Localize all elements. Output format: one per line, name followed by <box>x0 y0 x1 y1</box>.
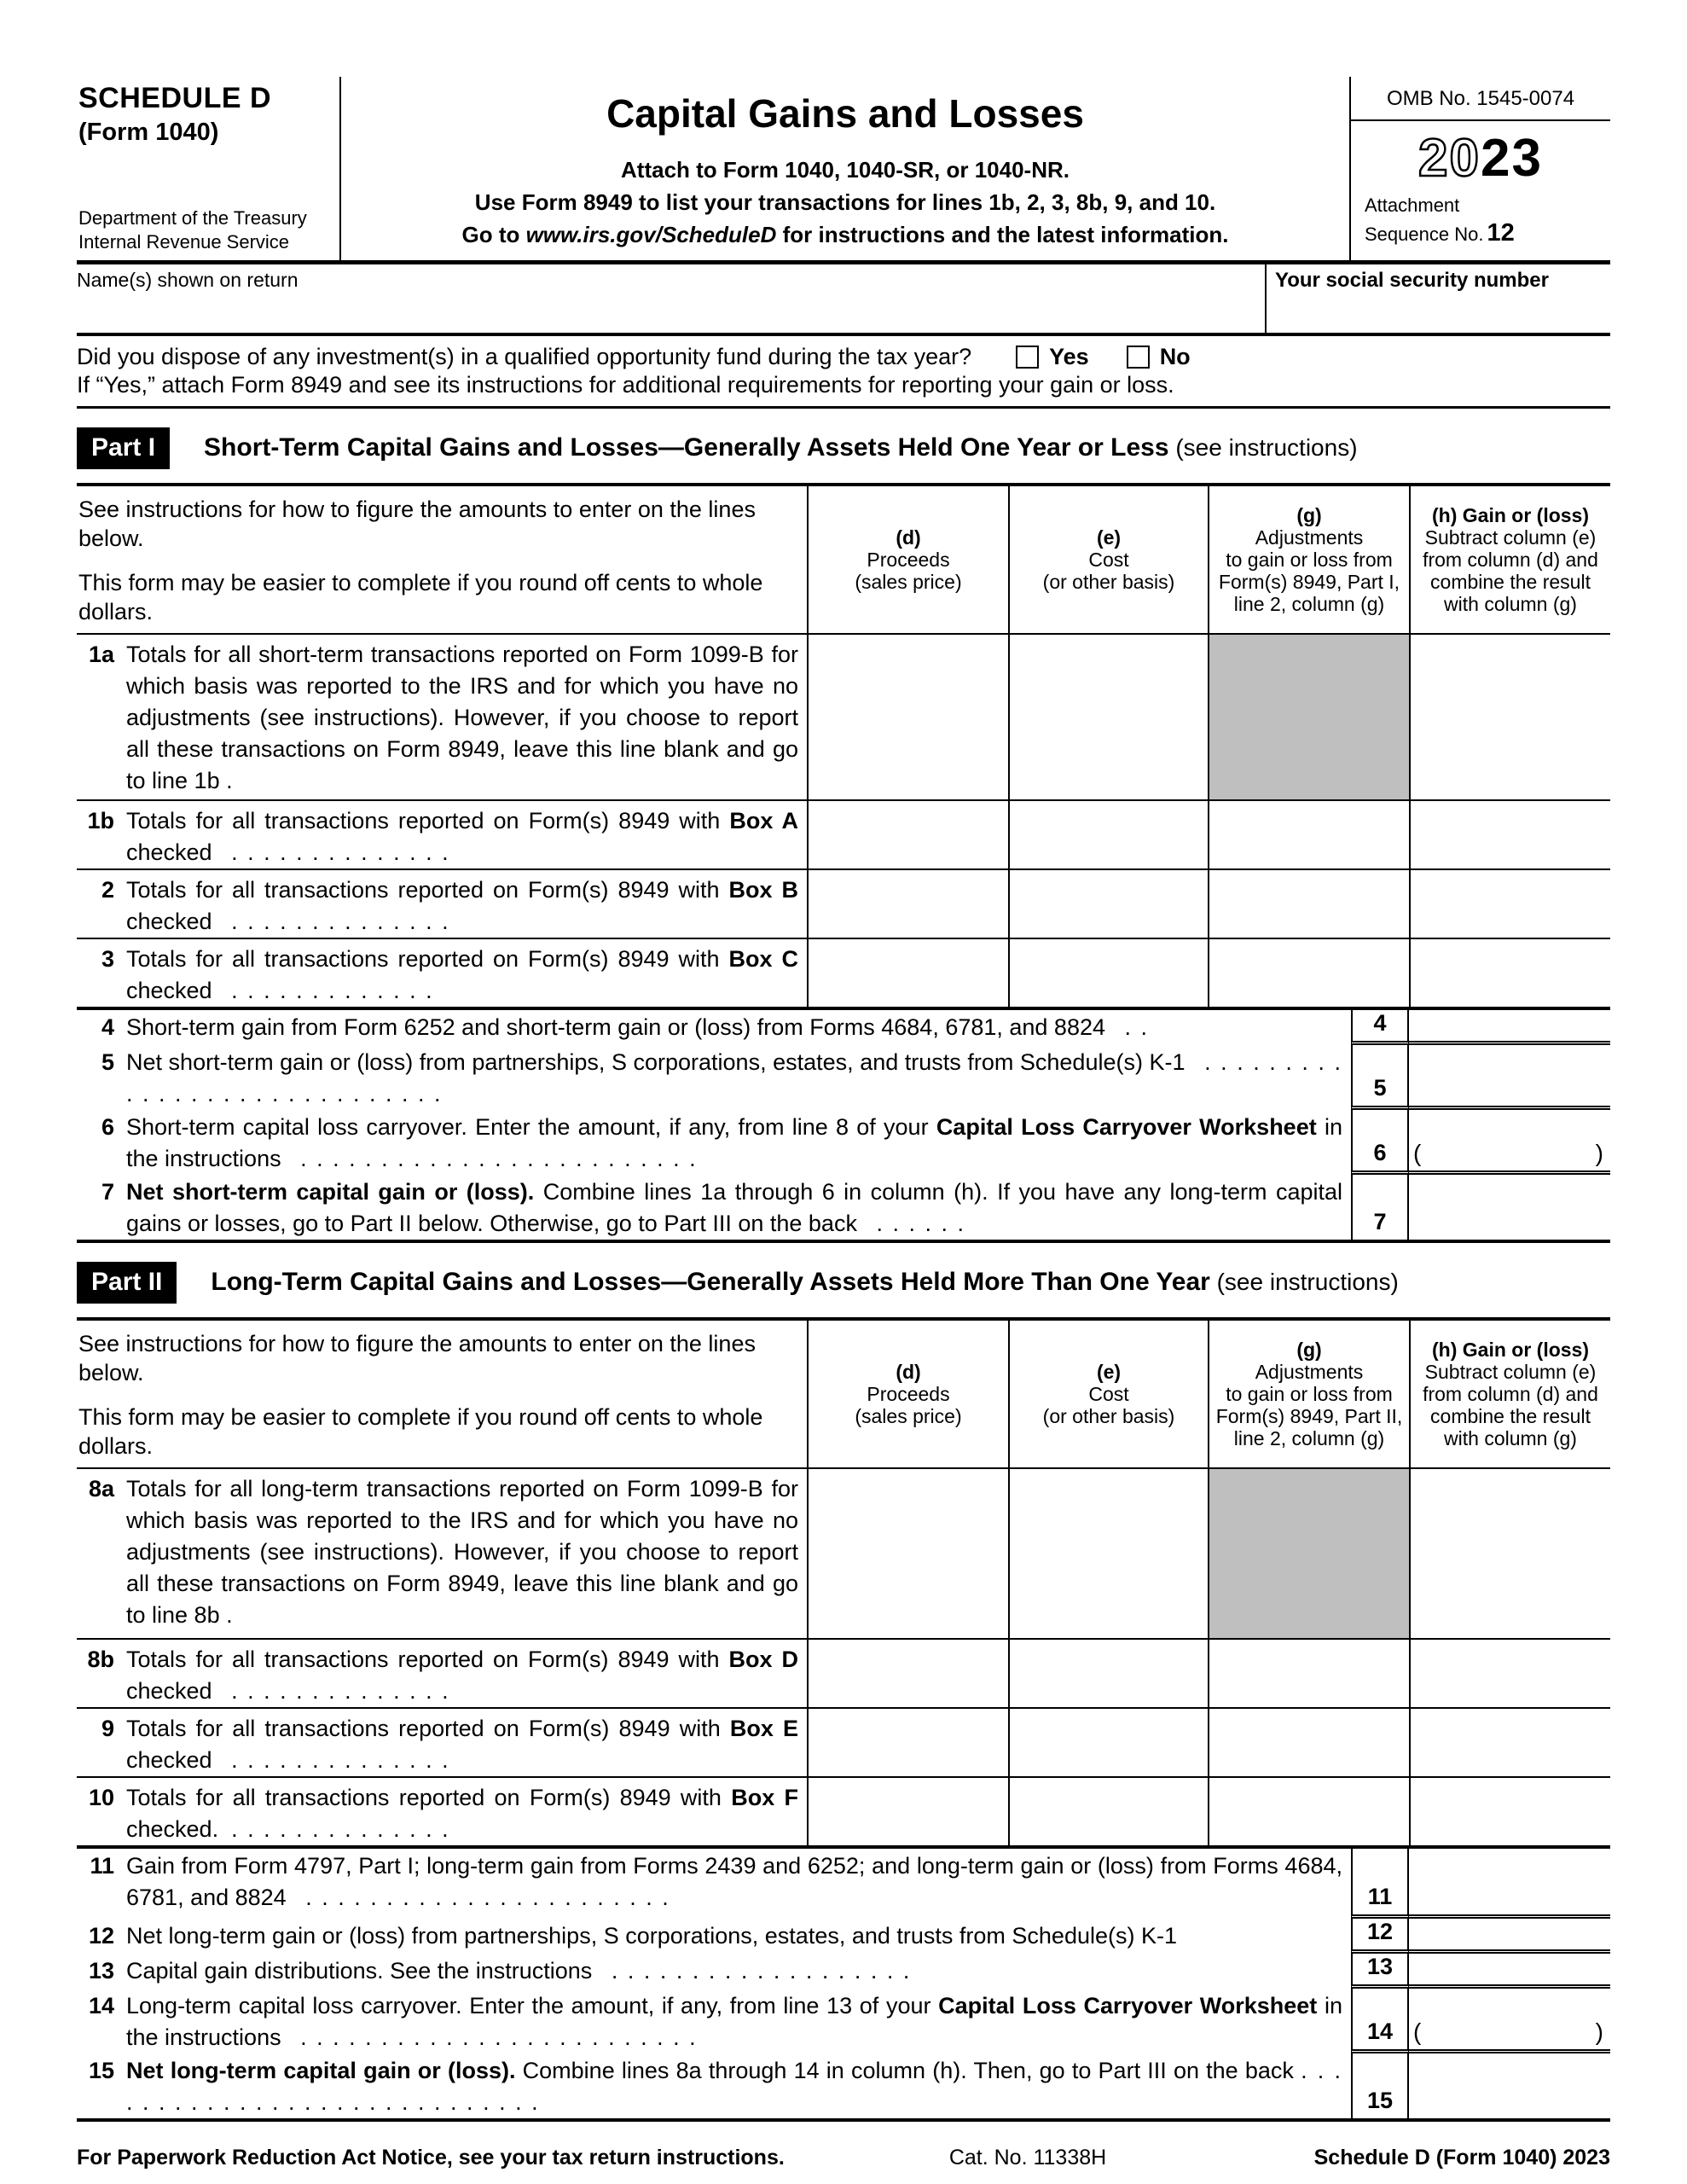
cell-8b-gain[interactable] <box>1409 1640 1610 1707</box>
cell-1a-gain[interactable] <box>1409 635 1610 799</box>
form-footer <box>77 2146 1610 2170</box>
cell-8b-cost[interactable] <box>1008 1640 1208 1707</box>
line-6-number-box: 6 <box>1351 1110 1409 1175</box>
row-5 <box>77 1045 1610 1110</box>
row-11-body: Gain from Form 4797, Part I; long-term gain from Forms 2439 and 6252; and long-term gain or (loss) from Forms 4684, 6781, and 8824 <box>126 1853 1342 1910</box>
row-14 <box>77 1989 1610 2053</box>
part1-col-h-header <box>1409 486 1610 633</box>
row-1b-box-a: Box A <box>729 808 798 834</box>
cell-7-amount[interactable] <box>1409 1175 1610 1240</box>
line-number-3: 3 <box>101 946 114 972</box>
line-number-6: 6 <box>101 1114 114 1140</box>
row-13-text <box>126 1955 1351 1989</box>
qof-question-line2: If “Yes,” attach Form 8949 and see its instructions for additional requirements for reporting your gain or loss. <box>77 372 1174 398</box>
row-15-bold-phrase: Net long-term capital gain or (loss). <box>126 2058 516 2083</box>
row-7-text <box>126 1176 1351 1240</box>
row-6-description <box>77 1110 1351 1175</box>
agency-label <box>78 206 333 253</box>
row-8a-description <box>77 1469 807 1638</box>
col-g-line4: line 2, column (g) <box>1233 593 1385 615</box>
row-6-body: Short-term capital loss carryover. Enter the amount, if any, from line 8 of your <box>126 1114 936 1140</box>
row-8b-body: Totals for all transactions reported on Form(s) 8949 with <box>126 1647 720 1672</box>
line-number-5: 5 <box>101 1049 114 1075</box>
row-3-body: Totals for all transactions reported on Form(s) 8949 with <box>126 946 720 972</box>
omb-number: OMB No. 1545-0074 <box>1351 77 1610 121</box>
line-number-15: 15 <box>88 2058 114 2083</box>
row-12-body: Net long-term gain or (loss) from partnerships, S corporations, estates, and trusts from Schedule(s) K-1 <box>126 1923 1177 1949</box>
row-10-body: Totals for all transactions reported on Form(s) 8949 with <box>126 1785 722 1810</box>
col-e2-line2: (or other basis) <box>1042 1405 1175 1427</box>
row-15-leader: . . . . . . . . . . . . . . . . . . . . . . . . . . . . . <box>126 2058 1342 2115</box>
cell-8b-proceeds[interactable] <box>807 1640 1008 1707</box>
row-2-rest: checked <box>126 909 212 934</box>
cell-2-gain[interactable] <box>1409 870 1610 938</box>
part1-title <box>204 433 1358 462</box>
row-14-description <box>77 1989 1351 2053</box>
cell-8a-gain[interactable] <box>1409 1469 1610 1638</box>
schedule-d-form <box>77 77 1610 2170</box>
no-label: No <box>1159 344 1191 369</box>
row-6-text <box>126 1112 1351 1175</box>
col-h2-line3: combine the result <box>1430 1405 1591 1427</box>
part1-see-instructions: (see instructions) <box>1168 434 1358 461</box>
qof-question <box>77 336 1610 409</box>
row-6-post: in the instructions <box>126 1114 1342 1171</box>
row-2 <box>77 868 1610 938</box>
part2-lines-11-15 <box>77 1849 1610 2122</box>
row-10-leader: . . . . . . . . . . . . . . <box>231 1816 450 1842</box>
row-2-description <box>77 870 807 938</box>
col-h-line3: combine the result <box>1430 571 1591 593</box>
row-1b-rest: checked <box>126 839 212 865</box>
part1-bar <box>77 426 1610 470</box>
row-4-text <box>126 1012 1351 1045</box>
qof-question-line1 <box>77 343 1610 371</box>
sequence-no-label: Sequence No. <box>1365 223 1484 245</box>
line-number-2: 2 <box>101 877 114 903</box>
cell-1b-adjustments[interactable] <box>1208 801 1409 868</box>
cell-5-amount[interactable] <box>1409 1045 1610 1110</box>
attachment-sequence <box>1351 194 1610 248</box>
row-13-body: Capital gain distributions. See the instructions <box>126 1958 593 1984</box>
part1-col-d-header <box>807 486 1008 633</box>
row-3-description <box>77 939 807 1007</box>
row-7 <box>77 1175 1610 1240</box>
cell-10-cost[interactable] <box>1008 1778 1208 1845</box>
row-9-leader: . . . . . . . . . . . . . . <box>231 1747 450 1773</box>
row-1a-body: Totals for all short-term transactions reported on Form 1099-B for which basis was reported to the IRS and for which you have no adjustments (see instructions). However, if you choose to report all these transactions on Form 8949, leave this line blank and go to line 1b <box>126 642 798 793</box>
col-g2-line1: Adjustments <box>1255 1361 1364 1383</box>
row-8b-rest: checked <box>126 1678 212 1704</box>
row-9-text <box>126 1713 807 1776</box>
cell-3-gain[interactable] <box>1409 939 1610 1007</box>
row-1b <box>77 799 1610 868</box>
col-h-letter: (h) Gain or (loss) <box>1432 504 1589 526</box>
line-number-1b: 1b <box>87 808 114 834</box>
cell-9-cost[interactable] <box>1008 1709 1208 1776</box>
row-3-rest: checked <box>126 978 212 1003</box>
part1-title-text: Short-Term Capital Gains and Losses—Generally Assets Held One Year or Less <box>204 433 1169 462</box>
part1-header-p1: See instructions for how to figure the amounts to enter on the lines below. <box>78 497 756 551</box>
line-14-paren-close: ) <box>1595 2018 1603 2045</box>
row-3 <box>77 938 1610 1007</box>
col-g-line3: Form(s) 8949, Part I, <box>1218 571 1400 593</box>
row-12-text <box>126 1920 1351 1954</box>
row-12 <box>77 1919 1610 1954</box>
line-12-number-box: 12 <box>1351 1919 1409 1954</box>
row-5-body: Net short-term gain or (loss) from partnerships, S corporations, estates, and trusts from Schedule(s) K-1 <box>126 1049 1186 1075</box>
row-1b-text <box>126 805 807 868</box>
page-title: Capital Gains and Losses <box>606 91 1084 136</box>
col-e-line2: (or other basis) <box>1042 571 1175 593</box>
cell-12-amount[interactable] <box>1409 1919 1610 1954</box>
part1-lines-4-7 <box>77 1010 1610 1243</box>
row-7-post: Combine lines 1a through 6 in column (h). If you have any long-term capital gains or losses, go to Part II below. Otherwise, go to Part III on the back <box>126 1179 1342 1236</box>
col-h2-line2: from column (d) and <box>1423 1383 1598 1405</box>
row-1a-description <box>77 635 807 799</box>
row-11-description <box>77 1849 1351 1919</box>
row-5-description <box>77 1045 1351 1110</box>
col-d-letter-2: (d) <box>896 1361 921 1383</box>
part2-see-instructions: (see instructions) <box>1209 1269 1399 1295</box>
row-3-text <box>126 944 807 1007</box>
col-h-line2: from column (d) and <box>1423 549 1598 571</box>
col-e2-line1: Cost <box>1088 1383 1129 1405</box>
names-field[interactable] <box>77 264 1265 333</box>
row-1b-leader: . . . . . . . . . . . . . . <box>231 839 450 865</box>
part2-table <box>77 1317 1610 1849</box>
yes-label: Yes <box>1049 344 1089 369</box>
row-1b-description <box>77 801 807 868</box>
row-10-description <box>77 1778 807 1845</box>
no-checkbox[interactable] <box>1127 346 1150 369</box>
row-1a-leader: . <box>226 768 235 793</box>
row-8b-description <box>77 1640 807 1707</box>
line-11-number-box: 11 <box>1351 1849 1409 1919</box>
row-13-leader: . . . . . . . . . . . . . . . . . . . <box>611 1958 912 1984</box>
line-6-paren-open: ( <box>1413 1140 1422 1166</box>
row-10-rest: checked. <box>126 1816 219 1842</box>
goto-prefix: Go to <box>461 222 526 247</box>
row-14-leader: . . . . . . . . . . . . . . . . . . . . . . . . . <box>300 2024 698 2050</box>
col-g2-line2: to gain or loss from <box>1226 1383 1393 1405</box>
col-h-letter-2: (h) Gain or (loss) <box>1432 1339 1589 1361</box>
row-4-description <box>77 1010 1351 1045</box>
row-9-rest: checked <box>126 1747 212 1773</box>
cell-10-gain[interactable] <box>1409 1778 1610 1845</box>
row-11-leader: . . . . . . . . . . . . . . . . . . . . . . . <box>305 1885 670 1910</box>
cell-8a-proceeds[interactable] <box>807 1469 1008 1638</box>
row-8a-text <box>126 1473 807 1638</box>
part2-col-e-header <box>1008 1321 1208 1467</box>
part2-title-text: Long-Term Capital Gains and Losses—Generally Assets Held More Than One Year <box>211 1268 1210 1296</box>
row-7-bold-phrase: Net short-term capital gain or (loss). <box>126 1179 535 1205</box>
row-6-leader: . . . . . . . . . . . . . . . . . . . . . . . . . <box>300 1146 698 1171</box>
cell-2-proceeds[interactable] <box>807 870 1008 938</box>
form-id-footer: Schedule D (Form 1040) 2023 <box>1313 2146 1610 2169</box>
part2-header-description <box>77 1321 807 1467</box>
header-right-block <box>1349 77 1610 260</box>
row-1a-text <box>126 639 807 799</box>
row-4-body: Short-term gain from Form 6252 and short-term gain or (loss) from Forms 4684, 6781, and 8824 <box>126 1014 1106 1040</box>
row-9-body: Totals for all transactions reported on Form(s) 8949 with <box>126 1716 721 1741</box>
line-13-number-box: 13 <box>1351 1954 1409 1989</box>
row-10-text <box>126 1782 807 1845</box>
row-2-body: Totals for all transactions reported on Form(s) 8949 with <box>126 877 720 903</box>
col-g-letter-2: (g) <box>1296 1339 1322 1361</box>
col-d2-line1: Proceeds <box>867 1383 950 1405</box>
row-7-leader: . . . . . . <box>876 1211 965 1236</box>
cell-13-amount[interactable] <box>1409 1954 1610 1989</box>
part2-col-g-header <box>1208 1321 1409 1467</box>
header-center-block <box>341 77 1349 260</box>
cell-3-adjustments[interactable] <box>1208 939 1409 1007</box>
row-15-post: Combine lines 8a through 14 in column (h). Then, go to Part III on the back <box>515 2058 1294 2083</box>
row-4-leader: . . <box>1124 1014 1150 1040</box>
ssn-field[interactable] <box>1265 264 1610 333</box>
qof-question-text: Did you dispose of any investment(s) in a qualified opportunity fund during the tax year? <box>77 344 972 369</box>
row-2-leader: . . . . . . . . . . . . . . <box>231 909 450 934</box>
use-form-instruction: Use Form 8949 to list your transactions for lines 1b, 2, 3, 8b, 9, and 10. <box>474 189 1216 215</box>
tax-year-bold-digits: 23 <box>1481 129 1543 188</box>
cell-15-amount[interactable] <box>1409 2053 1610 2118</box>
line-number-12: 12 <box>88 1923 114 1949</box>
line-number-9: 9 <box>101 1716 114 1741</box>
part2-column-header-row <box>77 1321 1610 1467</box>
row-5-leader: . . . . . . . . . . . . . . . . . . . . . . . . . . . . . <box>126 1049 1342 1107</box>
row-2-box-b: Box B <box>728 877 798 903</box>
cell-10-adjustments[interactable] <box>1208 1778 1409 1845</box>
part2-col-d-header <box>807 1321 1008 1467</box>
line-number-14: 14 <box>88 1993 114 2018</box>
row-9-box-e: Box E <box>729 1716 798 1741</box>
row-7-description <box>77 1175 1351 1240</box>
part2-header-p2: This form may be easier to complete if you round off cents to whole dollars. <box>78 1404 763 1459</box>
line-4-number-box: 4 <box>1351 1010 1409 1045</box>
part2-label: Part II <box>77 1262 177 1304</box>
row-13 <box>77 1954 1610 1989</box>
names-label: Name(s) shown on return <box>77 269 299 291</box>
part1-col-e-header <box>1008 486 1208 633</box>
row-3-leader: . . . . . . . . . . . . . <box>231 978 434 1003</box>
attachment-line-2 <box>1365 218 1610 248</box>
cell-8a-cost[interactable] <box>1008 1469 1208 1638</box>
col-d2-line2: (sales price) <box>855 1405 962 1427</box>
line-5-number-box: 5 <box>1351 1045 1409 1110</box>
col-h-line1: Subtract column (e) <box>1424 526 1597 549</box>
row-2-text <box>126 874 807 938</box>
row-8b-text <box>126 1644 807 1707</box>
cell-4-amount[interactable] <box>1409 1010 1610 1045</box>
part1-label: Part I <box>77 427 170 469</box>
cell-10-proceeds[interactable] <box>807 1778 1008 1845</box>
col-d-line2: (sales price) <box>855 571 962 593</box>
col-e-letter-2: (e) <box>1096 1361 1122 1383</box>
form-number-label: (Form 1040) <box>78 119 219 146</box>
row-1a <box>77 633 1610 799</box>
attachment-line-1: Attachment <box>1365 195 1460 216</box>
part2-title <box>211 1268 1398 1297</box>
header-left-block <box>77 77 341 260</box>
line-number-11: 11 <box>90 1853 114 1879</box>
col-h2-line4: with column (g) <box>1444 1427 1577 1449</box>
line-number-13: 13 <box>88 1958 114 1984</box>
row-14-bold-phrase: Capital Loss Carryover Worksheet <box>938 1993 1318 2018</box>
row-14-text <box>126 1990 1351 2053</box>
row-5-text <box>126 1047 1351 1110</box>
cell-2-cost[interactable] <box>1008 870 1208 938</box>
row-14-body: Long-term capital loss carryover. Enter the amount, if any, from line 13 of your <box>126 1993 939 2018</box>
cell-9-proceeds[interactable] <box>807 1709 1008 1776</box>
cell-2-adjustments[interactable] <box>1208 870 1409 938</box>
row-14-post: in the instructions <box>126 1993 1342 2050</box>
goto-suffix: for instructions and the latest information. <box>776 222 1229 247</box>
tax-year <box>1351 128 1610 189</box>
line-number-10: 10 <box>88 1785 114 1810</box>
col-e-letter: (e) <box>1096 526 1122 549</box>
line-number-7: 7 <box>101 1179 114 1205</box>
row-3-box-c: Box C <box>728 946 798 972</box>
row-15-text <box>126 2055 1351 2118</box>
row-8a <box>77 1467 1610 1638</box>
col-h-line4: with column (g) <box>1444 593 1577 615</box>
ssn-label: Your social security number <box>1275 269 1549 292</box>
line-6-paren-close: ) <box>1595 1140 1603 1166</box>
row-11 <box>77 1849 1610 1919</box>
row-8b-leader: . . . . . . . . . . . . . . <box>231 1678 450 1704</box>
paperwork-notice: For Paperwork Reduction Act Notice, see your tax return instructions. <box>77 2146 785 2169</box>
row-8a-leader: . <box>226 1602 235 1628</box>
col-g2-line3: Form(s) 8949, Part II, <box>1215 1405 1403 1427</box>
cell-1b-proceeds[interactable] <box>807 801 1008 868</box>
col-d-line1: Proceeds <box>867 549 950 571</box>
part1-header-description <box>77 486 807 633</box>
cell-8a-adjustments-shaded <box>1208 1469 1409 1638</box>
row-10-box-f: Box F <box>731 1785 798 1810</box>
cell-1a-cost[interactable] <box>1008 635 1208 799</box>
goto-instruction <box>341 222 1349 248</box>
cell-6-amount[interactable] <box>1409 1110 1610 1175</box>
cell-1a-proceeds[interactable] <box>807 635 1008 799</box>
part1-header-p2: This form may be easier to complete if you round off cents to whole dollars. <box>78 570 763 624</box>
row-8b-box-d: Box D <box>728 1647 798 1672</box>
part2-col-h-header <box>1409 1321 1610 1467</box>
row-1b-body: Totals for all transactions reported on Form(s) 8949 with <box>126 808 721 834</box>
row-8b <box>77 1638 1610 1707</box>
row-6 <box>77 1110 1610 1175</box>
row-9 <box>77 1707 1610 1776</box>
row-6-bold-phrase: Capital Loss Carryover Worksheet <box>936 1114 1317 1140</box>
row-15 <box>77 2053 1610 2118</box>
col-g-line2: to gain or loss from <box>1226 549 1393 571</box>
line-number-8b: 8b <box>87 1647 114 1672</box>
row-11-text <box>126 1850 1351 1919</box>
row-13-description <box>77 1954 1351 1989</box>
irs-url: www.irs.gov/ScheduleD <box>525 222 777 247</box>
cell-1a-adjustments-shaded <box>1208 635 1409 799</box>
col-e-line1: Cost <box>1088 549 1129 571</box>
cell-3-cost[interactable] <box>1008 939 1208 1007</box>
line-7-number-box: 7 <box>1351 1175 1409 1240</box>
line-14-number-box: 14 <box>1351 1989 1409 2053</box>
cell-3-proceeds[interactable] <box>807 939 1008 1007</box>
cell-14-amount[interactable] <box>1409 1989 1610 2053</box>
form-header <box>77 77 1610 264</box>
col-g-letter: (g) <box>1296 504 1322 526</box>
cell-1b-gain[interactable] <box>1409 801 1610 868</box>
col-g-line1: Adjustments <box>1255 526 1364 549</box>
row-8a-body: Totals for all long-term transactions reported on Form 1099-B for which basis was reported to the IRS and for which you have no adjustments (see instructions). However, if you choose to report all these transactions on Form 8949, leave this line blank and go to line 8b <box>126 1476 798 1628</box>
line-15-number-box: 15 <box>1351 2053 1409 2118</box>
tax-year-outline-digits: 20 <box>1418 129 1481 188</box>
part1-column-header-row <box>77 486 1610 633</box>
part2-bar <box>77 1260 1610 1304</box>
col-d-letter: (d) <box>896 526 921 549</box>
yes-checkbox[interactable] <box>1016 346 1039 369</box>
line-14-paren-open: ( <box>1413 2018 1422 2045</box>
part1-col-g-header <box>1208 486 1409 633</box>
attach-instruction: Attach to Form 1040, 1040-SR, or 1040-NR. <box>621 157 1070 183</box>
row-12-description <box>77 1919 1351 1954</box>
col-g2-line4: line 2, column (g) <box>1233 1427 1385 1449</box>
sequence-number: 12 <box>1487 218 1515 247</box>
agency-line-2: Internal Revenue Service <box>78 230 290 253</box>
part1-table <box>77 483 1610 1010</box>
line-number-8a: 8a <box>88 1476 114 1502</box>
cell-8b-adjustments[interactable] <box>1208 1640 1409 1707</box>
catalog-number: Cat. No. 11338H <box>948 2146 1107 2169</box>
row-15-description <box>77 2053 1351 2118</box>
schedule-label: SCHEDULE D <box>78 82 272 114</box>
part2-header-p1: See instructions for how to figure the amounts to enter on the lines below. <box>78 1331 756 1385</box>
line-number-1a: 1a <box>88 642 114 667</box>
cell-9-adjustments[interactable] <box>1208 1709 1409 1776</box>
line-number-4: 4 <box>101 1014 114 1040</box>
row-4 <box>77 1010 1610 1045</box>
col-h2-line1: Subtract column (e) <box>1424 1361 1597 1383</box>
cell-1b-cost[interactable] <box>1008 801 1208 868</box>
name-ssn-row <box>77 264 1610 336</box>
row-10 <box>77 1776 1610 1845</box>
row-9-description <box>77 1709 807 1776</box>
agency-line-1: Department of the Treasury <box>78 207 307 229</box>
cell-9-gain[interactable] <box>1409 1709 1610 1776</box>
cell-11-amount[interactable] <box>1409 1849 1610 1919</box>
